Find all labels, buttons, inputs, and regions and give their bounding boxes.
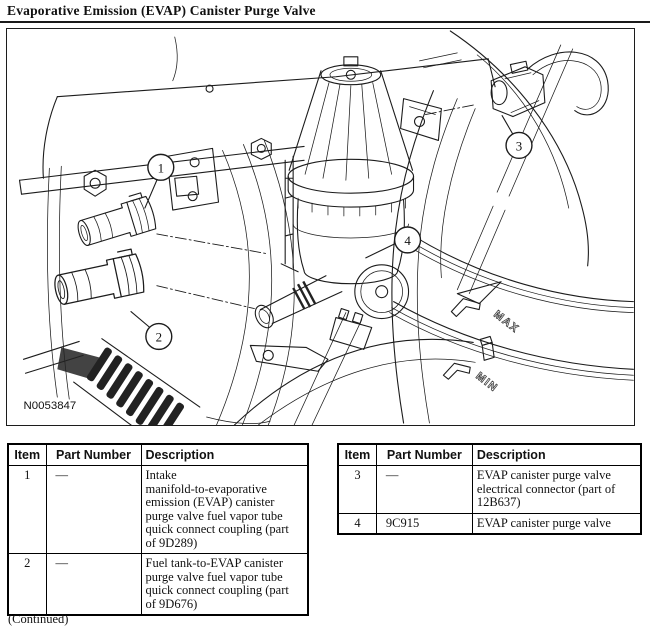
- electrical-connector: [420, 45, 609, 304]
- item-number: 3: [338, 466, 376, 514]
- valve-electrical-socket: [401, 99, 442, 141]
- table-row: [338, 466, 641, 514]
- centerline-coupling-2: [157, 286, 255, 309]
- valve-vapor-tube: [252, 276, 342, 331]
- figure-id-label: N0053847: [23, 400, 77, 413]
- svg-text:4: 4: [404, 232, 411, 248]
- table-row: [8, 554, 308, 616]
- title-rule: [0, 21, 650, 23]
- min-arrow-icon: [443, 363, 470, 379]
- purge-valve: [252, 57, 442, 331]
- col-header-description: Description: [472, 444, 641, 466]
- table-header-row: [338, 444, 641, 466]
- parts-table-items-3-4: [337, 443, 642, 535]
- callout-2: [131, 312, 172, 350]
- svg-text:3: 3: [515, 138, 523, 154]
- col-header-part-number: Part Number: [376, 444, 472, 466]
- max-arrow-icon: [451, 299, 480, 317]
- part-description: EVAP canister purge valve electrical connector (part of 12B637): [472, 466, 641, 514]
- continued-note: (Continued): [8, 612, 69, 626]
- engine-line-drawing: [7, 29, 634, 425]
- part-number: —: [46, 554, 141, 616]
- col-header-item: Item: [8, 444, 46, 466]
- part-description: EVAP canister purge valve: [472, 513, 641, 534]
- svg-text:2: 2: [155, 329, 163, 345]
- part-number: 9C915: [376, 513, 472, 534]
- item-number: 2: [8, 554, 46, 616]
- table-header-row: [8, 444, 308, 466]
- col-header-item: Item: [338, 444, 376, 466]
- part-description: Intake manifold-to-evaporative emission (EVAP) canister purge valve fuel vapor tube quick connect coupling (part of 9D289): [141, 466, 308, 554]
- part-description: Fuel tank-to-EVAP canister purge valve fuel vapor tube quick connect coupling (part of 9D676): [141, 554, 308, 616]
- coolant-reservoir: [390, 31, 634, 395]
- part-number: —: [376, 466, 472, 514]
- item-number: 1: [8, 466, 46, 554]
- part-number: —: [46, 466, 141, 554]
- quick-connect-coupling-1: [73, 191, 158, 251]
- table-row: [338, 513, 641, 534]
- evap-purge-valve-figure: [6, 28, 635, 426]
- item-number: 4: [338, 513, 376, 534]
- hex-bolt-icon: [84, 170, 106, 196]
- col-header-description: Description: [141, 444, 308, 466]
- quick-connect-coupling-2: [50, 248, 145, 310]
- fan-shroud-curves: [234, 91, 475, 425]
- col-header-part-number: Part Number: [46, 444, 141, 466]
- page-title: Evaporative Emission (EVAP) Canister Purge Valve: [7, 3, 316, 18]
- parts-table-items-1-2: [7, 443, 309, 616]
- centerline-coupling-1: [157, 234, 268, 254]
- svg-text:1: 1: [157, 160, 165, 176]
- min-label: MIN: [473, 370, 501, 395]
- hex-bolt-icon: [251, 138, 271, 159]
- max-label: MAX: [491, 308, 522, 336]
- table-row: [8, 466, 308, 554]
